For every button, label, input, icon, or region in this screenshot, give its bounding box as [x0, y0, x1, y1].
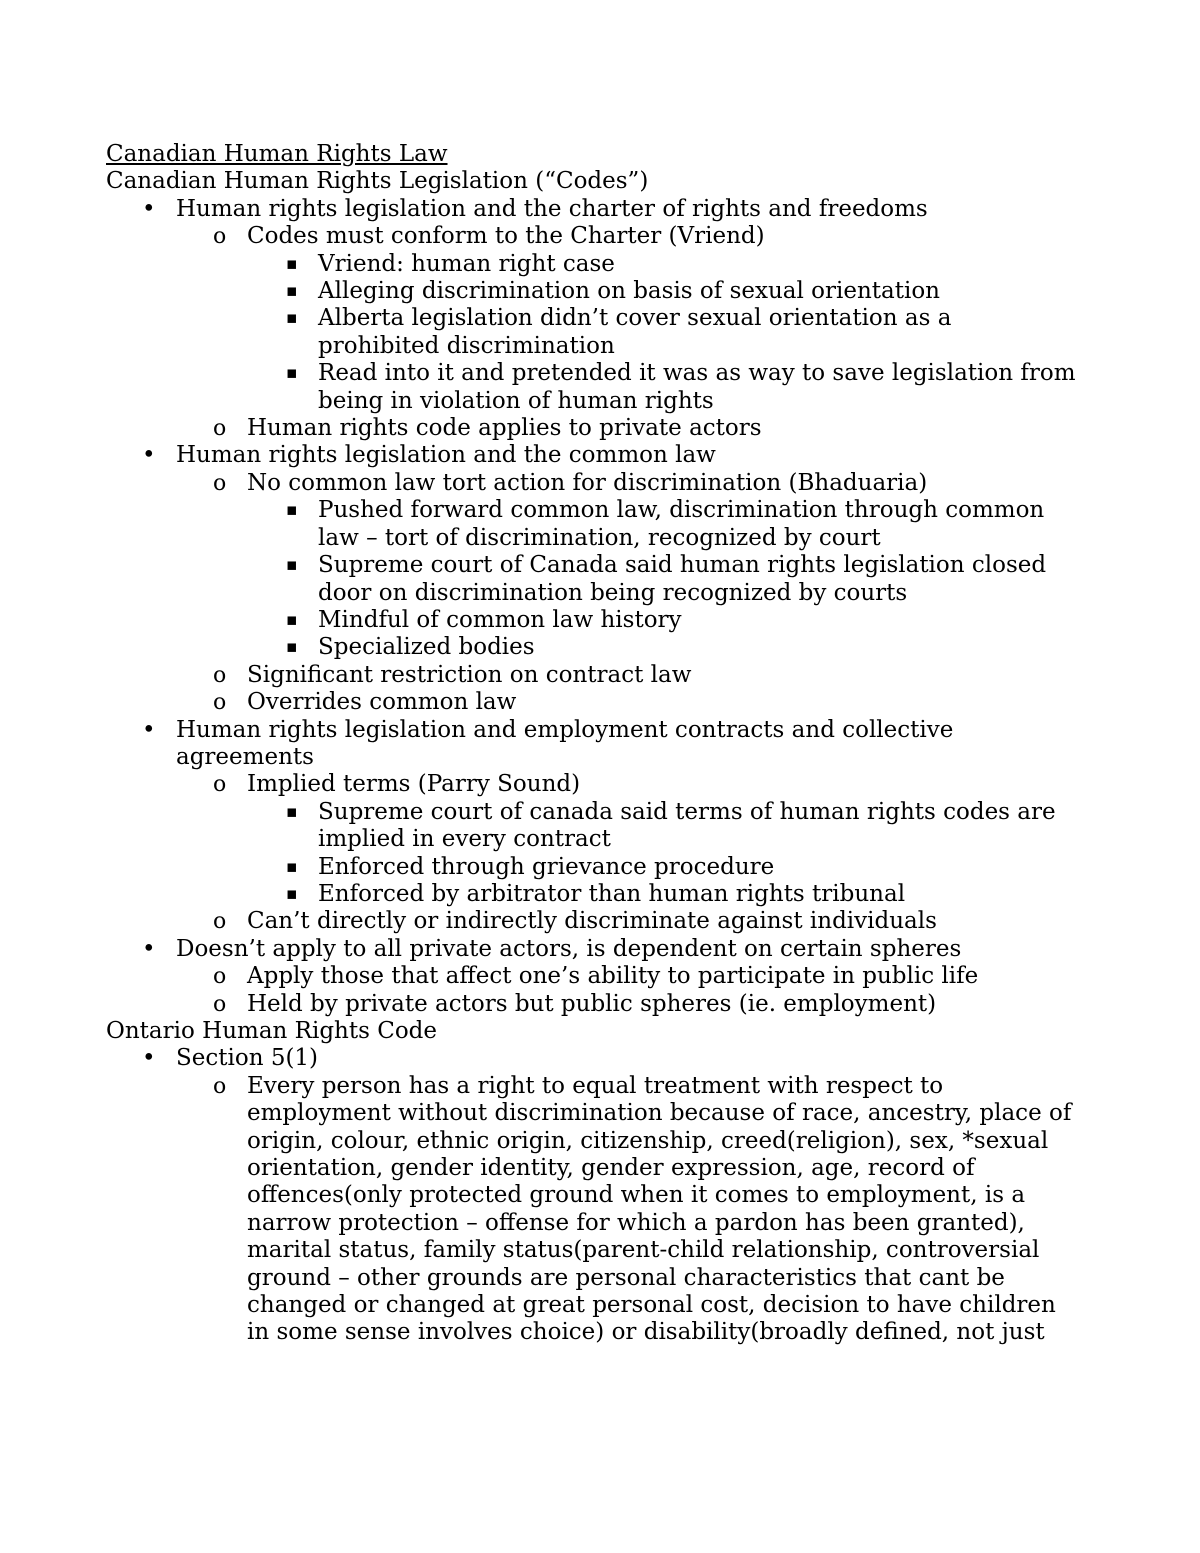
- bullet-circle-icon: o: [213, 416, 227, 442]
- list-item: [106, 470, 1106, 497]
- list-item-text: Enforced by arbitrator than human rights tribunal: [318, 880, 906, 907]
- list-item-text: No common law tort action for discrimination (Bhaduaria): [247, 469, 928, 496]
- list-item-text: implied in every contract: [318, 826, 611, 853]
- bullet-square-icon: ▪: [286, 253, 298, 274]
- bullet-circle-icon: o: [213, 772, 227, 798]
- bullet-dot-icon: •: [142, 1045, 156, 1072]
- list-item: [106, 771, 1106, 798]
- list-item: [106, 908, 1106, 935]
- list-item-text: door on discrimination being recognized by courts: [318, 579, 908, 606]
- list-item-text: being in violation of human rights: [318, 387, 714, 414]
- list-item: [106, 963, 1106, 990]
- bullet-square-icon: ▪: [286, 363, 298, 384]
- bullet-square-icon: ▪: [286, 637, 298, 658]
- list-item-text: marital status, family status(parent-child relationship, controversial: [247, 1237, 1040, 1264]
- list-item-text: agreements: [176, 743, 314, 770]
- list-item: [106, 497, 1106, 552]
- list-item-text: employment without discrimination because of race, ancestry, place of: [247, 1100, 1072, 1127]
- list-item-text: in some sense involves choice) or disability(broadly defined, not just: [247, 1319, 1045, 1346]
- list-item-text: Supreme court of Canada said human rights legislation closed: [318, 552, 1047, 579]
- bullet-dot-icon: •: [142, 716, 156, 743]
- list-item: [106, 936, 1106, 963]
- bullet-square-icon: ▪: [286, 555, 298, 576]
- list-item: [106, 360, 1106, 415]
- bullet-circle-icon: o: [213, 1073, 227, 1099]
- bullet-circle-icon: o: [213, 991, 227, 1017]
- list-item-text: offences(only protected ground when it comes to employment, is a: [247, 1182, 1026, 1209]
- list-item-text: Enforced through grievance procedure: [318, 853, 775, 880]
- list-item-text: Every person has a right to equal treatment with respect to: [247, 1072, 944, 1099]
- list-item: [106, 1045, 1106, 1072]
- section-heading: Canadian Human Rights Legislation (“Codes”): [106, 168, 649, 195]
- bullet-circle-icon: o: [213, 470, 227, 496]
- list-item-text: Mindful of common law history: [318, 606, 682, 633]
- list-item: [106, 223, 1106, 250]
- bullet-circle-icon: o: [213, 662, 227, 688]
- list-item-text: prohibited discrimination: [318, 332, 615, 359]
- list-item: [106, 854, 1106, 881]
- list-item-text: Human rights legislation and employment contracts and collective: [176, 716, 954, 743]
- list-item-text: origin, colour, ethnic origin, citizenship, creed(religion), sex, *sexual: [247, 1127, 1049, 1154]
- list-item-text: orientation, gender identity, gender expression, age, record of: [247, 1155, 975, 1182]
- list-item: [106, 196, 1106, 223]
- bullet-circle-icon: o: [213, 690, 227, 716]
- list-item: [106, 799, 1106, 854]
- list-item-text: Implied terms (Parry Sound): [247, 771, 581, 798]
- list-item: [106, 717, 1106, 772]
- bullet-square-icon: ▪: [286, 801, 298, 822]
- bullet-square-icon: ▪: [286, 609, 298, 630]
- list-item-text: Alleging discrimination on basis of sexual orientation: [318, 278, 940, 305]
- bullet-dot-icon: •: [142, 935, 156, 962]
- list-item-text: Held by private actors but public spheres (ie. employment): [247, 990, 937, 1017]
- list-item: [106, 689, 1106, 716]
- list-item-text: Read into it and pretended it was as way to save legislation from: [318, 360, 1076, 387]
- bullet-dot-icon: •: [142, 195, 156, 222]
- list-item-text: Human rights legislation and the charter of rights and freedoms: [176, 195, 928, 222]
- list-item-text: Overrides common law: [247, 689, 517, 716]
- list-item: [106, 278, 1106, 305]
- list-item-text: Can’t directly or indirectly discriminate against individuals: [247, 908, 937, 935]
- list-item-text: law – tort of discrimination, recognized by court: [318, 524, 881, 551]
- list-item-text: ground – other grounds are personal characteristics that cant be: [247, 1264, 1005, 1291]
- bullet-circle-icon: o: [213, 964, 227, 990]
- list-item: [106, 305, 1106, 360]
- list-item-text: Alberta legislation didn’t cover sexual orientation as a: [318, 305, 952, 332]
- bullet-square-icon: ▪: [286, 308, 298, 329]
- list-item-text: narrow protection – offense for which a pardon has been granted),: [247, 1209, 1025, 1236]
- list-item-text: Supreme court of canada said terms of human rights codes are: [318, 798, 1056, 825]
- bullet-circle-icon: o: [213, 909, 227, 935]
- document-title: Canadian Human Rights Law: [106, 141, 448, 167]
- bullet-square-icon: ▪: [286, 856, 298, 877]
- section-heading: Ontario Human Rights Code: [106, 1018, 437, 1044]
- list-item-text: Significant restriction on contract law: [247, 661, 692, 688]
- list-item: [106, 1073, 1106, 1347]
- list-item: [106, 881, 1106, 908]
- list-item: [106, 552, 1106, 607]
- document-body: [106, 141, 1106, 1347]
- list-item: [106, 415, 1106, 442]
- list-item-text: Pushed forward common law, discrimination through common: [318, 497, 1045, 524]
- list-item-text: Doesn’t apply to all private actors, is dependent on certain spheres: [176, 935, 962, 962]
- list-item: [106, 251, 1106, 278]
- bullet-square-icon: ▪: [286, 500, 298, 521]
- list-item-text: Human rights code applies to private actors: [247, 415, 762, 442]
- list-item-text: Vriend: human right case: [318, 250, 615, 277]
- list-item-text: Apply those that affect one’s ability to participate in public life: [247, 963, 979, 990]
- list-item: [106, 607, 1106, 634]
- list-item-text: Section 5(1): [176, 1045, 319, 1072]
- list-item-text: Human rights legislation and the common law: [176, 442, 716, 469]
- list-item-text: changed or changed at great personal cost, decision to have children: [247, 1292, 1056, 1319]
- bullet-square-icon: ▪: [286, 883, 298, 904]
- list-item: [106, 634, 1106, 661]
- bullet-square-icon: ▪: [286, 281, 298, 302]
- list-item: [106, 442, 1106, 469]
- list-item-text: Codes must conform to the Charter (Vriend): [247, 223, 765, 250]
- list-item-text: Specialized bodies: [318, 634, 535, 661]
- bullet-dot-icon: •: [142, 442, 156, 469]
- list-item: [106, 991, 1106, 1018]
- list-item: [106, 662, 1106, 689]
- bullet-circle-icon: o: [213, 224, 227, 250]
